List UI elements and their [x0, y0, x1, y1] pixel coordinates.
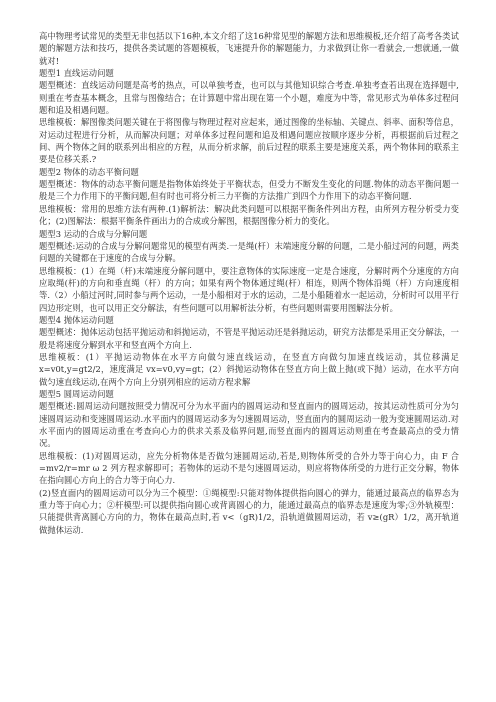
section-1-template: 思维模板：解图像类问题关键在于将图像与物理过程对应起来，通过图像的坐标轴、关键点、斜率、面积等信息，对运动过程进行分析，从而解决问题；对单体多过程问题和追及相遇问题应按顺序逐步分析，再根据前后过程之间、两个物体之间的联系列出相应的方程，从而分析求解，前后过程的联系主要是速度关系，两个物体间的联系主要是位移关系.?: [39, 117, 459, 165]
section-5-extra: (2)竖直面内的圆周运动可以分为三个模型：①绳模型:只能对物体提供指向圆心的弹力，能通过最高点的临界态为重力等于向心力；②杆模型:可以提供指向圆心或背离圆心的力，能通过最高点的临界态是速度为零;③外轨模型：只能提供背离圆心方向的力，物体在最高点时,若 v<（gR)1/2，沿轨道做圆周运动，若 v≥(gR）1/2，离开轨道做抛体运动.: [39, 487, 459, 535]
section-5-title: 题型5 圆周运动问题: [39, 388, 114, 399]
section-4-title: 题型4 抛体运动问题: [39, 314, 114, 325]
document-body: [39, 30, 459, 536]
intro-paragraph: 高中物理考试常见的类型无非包括以下16种,本文介绍了这16种常见型的解题方法和思维模板,还介绍了高考各类试题的解题方法和技巧，提供各类试题的答题模板，飞速提升你的解题能力，力求做到让你一看就会,一想就通,一做就对!: [39, 31, 459, 66]
section-4-template: 思维模板：(1）平抛运动物体在水平方向做匀速直线运动，在竖直方向做匀加速直线运动，其位移满足 x=v0t,y=gt2/2，速度满足 vx=v0,vy=gt；(2）斜抛运动物体在竖直方向上做上抛(或下抛）运动，在水平方向做匀速直线运动,在两个方向上分别列相应的运动方程求解: [39, 351, 459, 387]
section-3-overview: 题型概述:运动的合成与分解问题常见的模型有两类.一是绳(杆）末端速度分解的问题，二是小船过河的问题，两类问题的关键都在于速度的合成与分解。: [39, 240, 459, 264]
section-2-title: 题型2 物体的动态平衡问题: [39, 166, 139, 177]
section-2-overview: 题型概述：物体的动态平衡问题是指物体始终处于平衡状态，但受力不断发生变化的问题.物体的动态平衡问题一般是三个力作用下的平衡问题,但有时也可将分析三力平衡的方法推广到四个力作用下的动态平衡问题.: [39, 179, 459, 202]
section-3-template: 思维模板：(1）在绳（杆)末端速度分解问题中，要注意物体的实际速度一定是合速度，分解时两个分速度的方向应取绳(杆)的方向和垂直绳（杆）的方向；如果有两个物体通过绳(杆）相连，则两个物体沿绳（杆）方向速度相等.（2）小船过河时,同时参与两个运动，一是小船相对于水的运动，二是小船随着水一起运动，分析时可以用平行四边形定则，也可以用正交分解法，有些问题可以用解析法分析，有些问题则需要用图解法分析。: [39, 265, 459, 313]
section-5-template: 思维模板：(1)对圆周运动，应先分析物体是否做匀速圆周运动,若是,则物体所受的合外力等于向心力，由 F 合=mv2/r=mr ω 2 列方程求解即可；若物体的运动不是匀速圆周运动，则应将物体所受的力进行正交分解，物体在指向圆心方向上的合力等于向心力.: [39, 450, 459, 486]
section-3-title: 题型3 运动的合成与分解问题: [39, 228, 148, 239]
section-2-template: 思维模板：常用的思维方法有两种.(1)解析法：解决此类问题可以根据平衡条件列出方程，由所列方程分析受力变化；(2)图解法：根据平衡条件画出力的合成或分解图，根据图像分析力的变化。: [39, 203, 459, 227]
section-5-overview: 题型概述:圆周运动问题按照受力情况可分为水平面内的圆周运动和竖直面内的圆周运动，按其运动性质可分为匀速圆周运动和变速圆周运动.水平面内的圆周运动多为匀速圆周运动，竖直面内的圆周运动一般为变速圆周运动.对水平面内的圆周运动重在考查向心力的供求关系及临界问题,而竖直面内的圆周运动则重在考查最高点的受力情况。: [39, 401, 459, 449]
section-1-title: 题型1 直线运动问题: [39, 68, 114, 79]
section-4-overview: 题型概述：抛体运动包括平抛运动和斜抛运动，不管是平抛运动还是斜抛运动，研究方法都是采用正交分解法，一般是将速度分解到水平和竖直两个方向上.: [39, 327, 459, 350]
section-1-overview: 题型概述：直线运动问题是高考的热点，可以单独考查，也可以与其他知识综合考查.单独考查若出现在选择题中,则重在考查基本概念，且常与图像结合；在计算题中常出现在第一个小题，难度为中等，常见形式为单体多过程问题和追及相遇问题。: [39, 80, 459, 116]
